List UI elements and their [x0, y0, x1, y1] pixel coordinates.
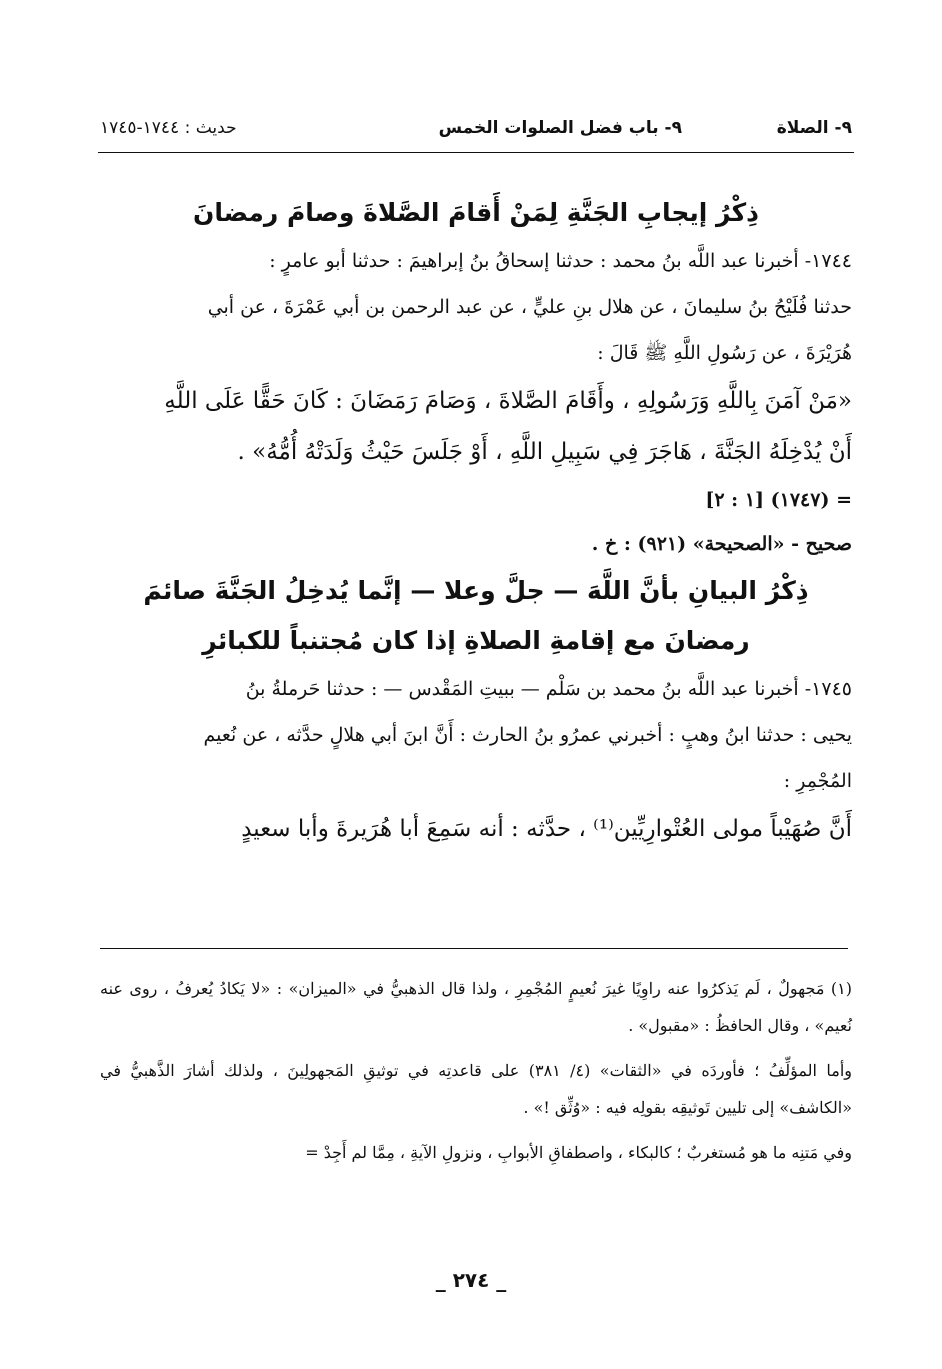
footnote: (١) مَجهولٌ ، لَم يَذكرُوا عنه راوِيًا غيرَ نُعيمٍ المُجْمِرِ ، ولذا قال الذهبيُّ في «الميزان» : «لا يَكادُ يُعرفُ ، روى عنه نُعيم» ، وقال الحافظُ : «مقبول» .	[100, 979, 852, 1035]
main-text	[100, 188, 852, 855]
footnote: وأما المؤلِّفُ ؛ فأوردَه في «الثقات» (٤/ ٣٨١) على قاعدتِه في توثيقِ المَجهولِينَ ، ولذلك أشارَ الذَّهبيُّ في «الكاشف» إلى تليين تَوثيقِه بقولِه فيه : «وُثِّق !» .	[100, 1061, 852, 1117]
header-hadith-range: حديث : ١٧٤٤-١٧٤٥	[100, 118, 237, 138]
header-bab: ٩- باب فضل الصلوات الخمس	[438, 118, 682, 138]
isnad-line: يحيى : حدثنا ابنُ وهبٍ : أخبرني عمرُو بنُ الحارث : أَنَّ ابنَ أبي هلالٍ حدَّثه ، عن نُعيم	[203, 724, 852, 746]
page-number: _ ٢٧٤ _	[435, 1268, 507, 1292]
header-chapter: ٩- الصلاة	[776, 118, 852, 138]
isnad-line: ١٧٤٤- أخبرنا عبد اللَّه بنُ محمد : حدثنا إسحاقُ بنُ إبراهيمَ : حدثنا أبو عامرٍ :	[269, 250, 852, 272]
footnote: وفي مَتنِه ما هو مُستغربٌ ؛ كالبكاء ، واصطفاقِ الأبوابِ ، ونزولِ الآيةِ ، مِمَّا لم أَجِدْ =	[305, 1143, 852, 1162]
section-heading: ذِكْرُ البيانِ بأنَّ اللَّهَ — جلَّ وعلا — إنَّما يُدخِلُ الجَنَّةَ صائمَ	[143, 576, 809, 605]
isnad-line: هُرَيْرَةَ ، عن رَسُولِ اللَّهِ ﷺ قَالَ :	[597, 342, 852, 364]
footnote-rule	[100, 948, 848, 949]
header-rule	[98, 152, 854, 153]
matn-line: «مَنْ آمَنَ بِاللَّهِ وَرَسُولِهِ ، وأَقَامَ الصَّلاةَ ، وَصَامَ رَمَضَانَ : كَانَ حَقًّا عَلَى اللَّهِ	[164, 388, 852, 414]
section-heading: ذِكْرُ إيجابِ الجَنَّةِ لِمَنْ أَقامَ الصَّلاةَ وصامَ رمضانَ	[193, 198, 759, 227]
isnad-line: ١٧٤٥- أخبرنا عبد اللَّه بنُ محمد بن سَلْم — ببيتِ المَقْدس — : حدثنا حَرملةُ بنُ	[245, 678, 852, 700]
section-heading: رمضانَ مع إقامةِ الصلاةِ إذا كان مُجتنباً للكبائرِ	[202, 626, 750, 655]
matn-line: أَنْ يُدْخِلَهُ الجَنَّةَ ، هَاجَرَ فِي سَبِيلِ اللَّهِ ، أَوْ جَلَسَ حَيْثُ وَلَدَتْهُ أُمُّهُ» .	[237, 439, 852, 465]
grading: صحيح - «الصحيحة» (٩٢١) : خ .	[591, 533, 852, 555]
cross-reference: = (١٧٤٧) [١ : ٢]	[705, 489, 852, 511]
isnad-line: المُجْمِرِ :	[783, 770, 852, 792]
isnad-line: حدثنا فُلَيْحُ بنُ سليمانَ ، عن هلال بنِ عليٍّ ، عن عبد الرحمن بن أبي عَمْرَةَ ، عن أبي	[207, 296, 852, 318]
footnotes	[100, 970, 852, 1179]
matn-line: أَنَّ صُهَيْباً مولى العُتْوارِيِّين⁽¹⁾ ، حدَّثه : أنه سَمِعَ أبا هُرَيرةَ وأبا سعيدٍ	[241, 816, 852, 842]
running-header	[100, 118, 852, 148]
